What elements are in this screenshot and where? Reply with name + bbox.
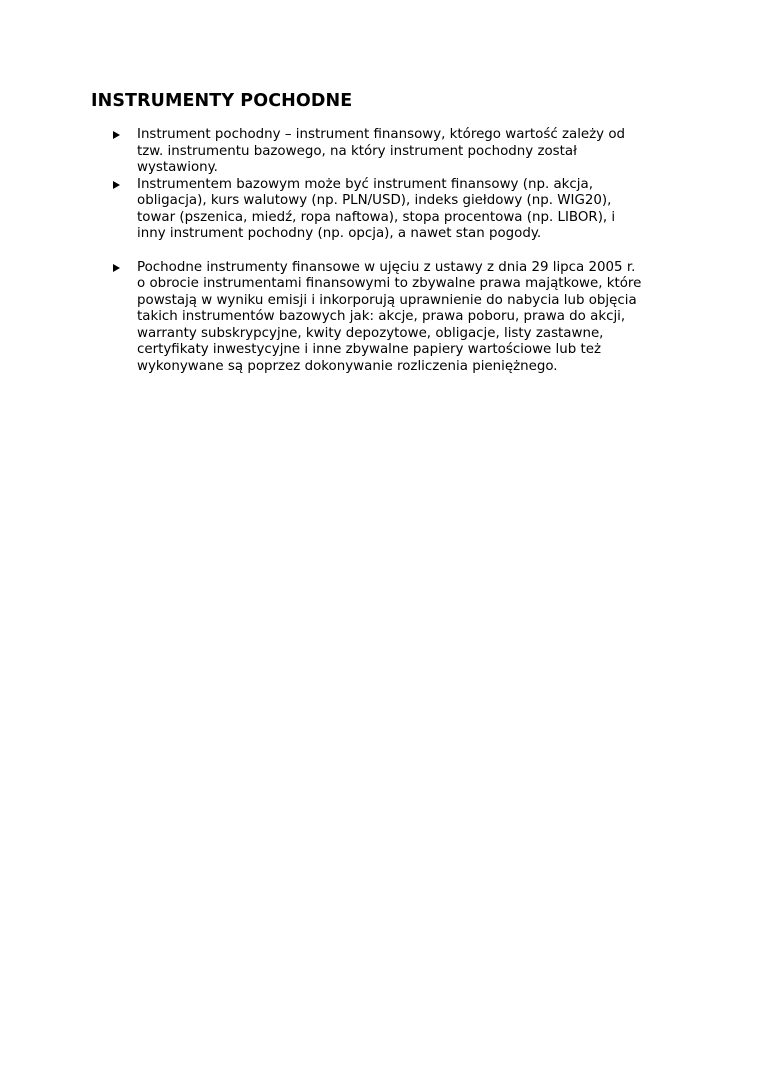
bullet-text-line: Instrumentem bazowym może być instrument finansowy (np. akcja,	[137, 176, 593, 192]
triangle-bullet-icon	[113, 131, 120, 139]
bullet-text-line: Instrument pochodny – instrument finansowy, którego wartość zależy od	[137, 127, 626, 142]
bullet-text-line: warranty subskrypcyjne, kwity depozytowe, obligacje, listy zastawne,	[137, 325, 604, 341]
list-item	[112, 127, 672, 177]
bullet-text-line: obligacja), kurs walutowy (np. PLN/USD), indeks giełdowy (np. WIG20),	[137, 193, 612, 208]
triangle-bullet-icon	[113, 264, 120, 272]
bullet-text-line: takich instrumentów bazowych jak: akcje, prawa poboru, prawa do akcji,	[137, 309, 626, 324]
bullet-text-line: inny instrument pochodny (np. opcja), a nawet stan pogody.	[137, 226, 542, 241]
list-item	[112, 260, 672, 376]
bullet-text-line: towar (pszenica, miedź, ropa naftowa), stopa procentowa (np. LIBOR), i	[137, 209, 616, 225]
bullet-text-line: o obrocie instrumentami finansowymi to zbywalne prawa majątkowe, które	[137, 276, 642, 291]
bullet-text-line: powstają w wyniku emisji i inkorporują uprawnienie do nabycia lub objęcia	[137, 292, 637, 308]
list-item	[112, 177, 672, 243]
bullet-text-line: wykonywane są poprzez dokonywanie rozliczenia pieniężnego.	[137, 358, 558, 374]
page-title: INSTRUMENTY POCHODNE	[91, 91, 353, 111]
bullet-text-line: tzw. instrumentu bazowego, na który instrument pochodny został	[137, 143, 577, 159]
bullet-text-line: Pochodne instrumenty finansowe w ujęciu z ustawy z dnia 29 lipca 2005 r.	[137, 259, 636, 275]
bullet-list	[112, 127, 672, 375]
bullet-text-line: wystawiony.	[137, 160, 218, 175]
triangle-bullet-icon	[113, 181, 120, 189]
bullet-text-line: certyfikaty inwestycyjne i inne zbywalne papiery wartościowe lub też	[137, 342, 602, 357]
